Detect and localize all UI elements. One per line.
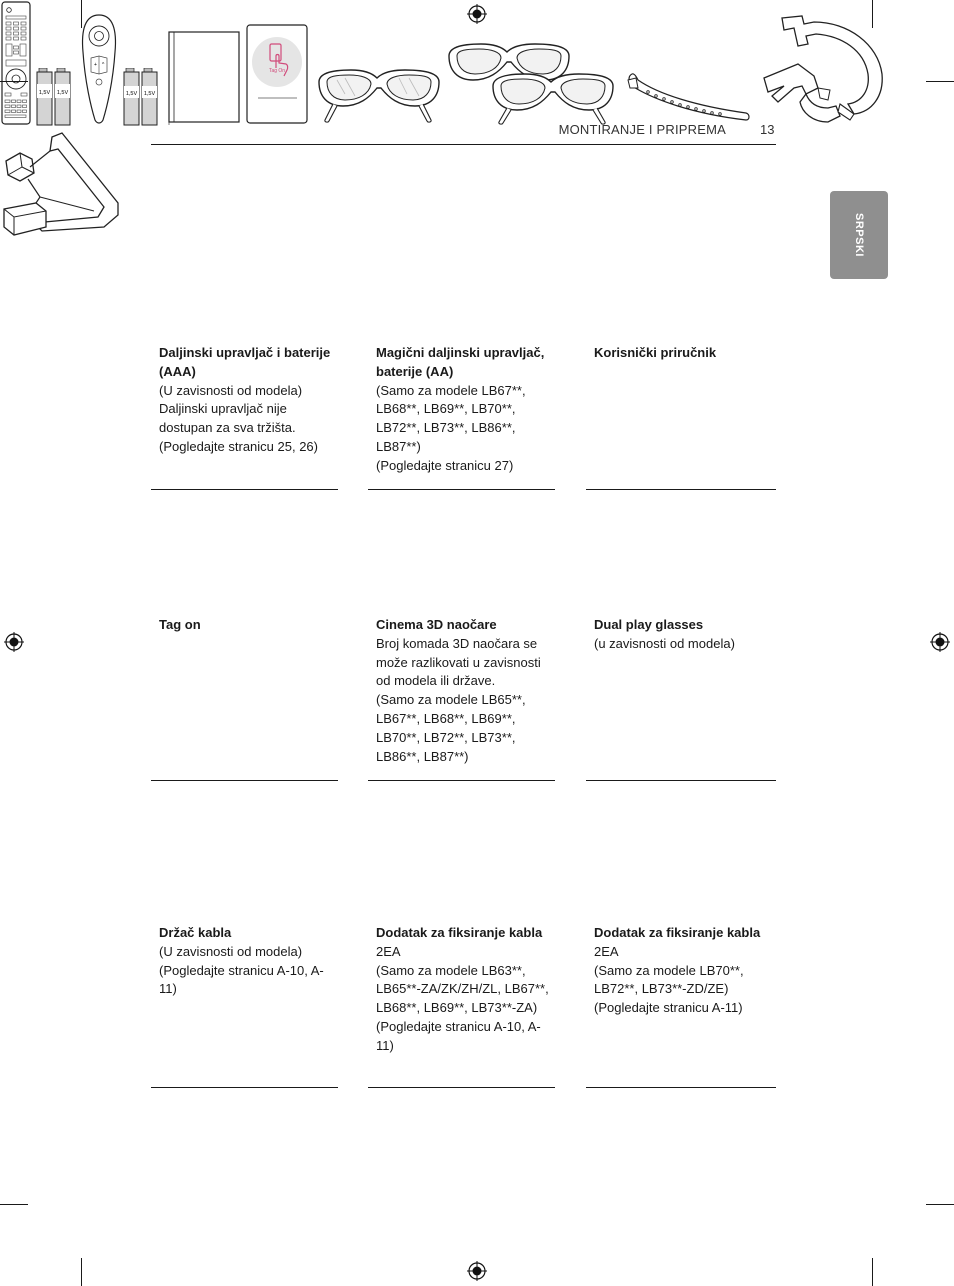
item-title: Korisnički priručnik: [594, 345, 717, 360]
item-title: Dual play glasses: [594, 617, 704, 632]
item-description: 2EA (Samo za modele LB63**, LB65**-ZA/ZK/ZH/ZL, LB67**, LB68**, LB69**, LB73**-ZA) (Pogledajte stranicu A-10, A-11): [376, 943, 549, 1053]
crop-mark: [81, 1258, 82, 1286]
registration-mark-icon: [467, 1261, 487, 1281]
cable-clip-icon: [0, 131, 124, 253]
battery-label: 1,5V: [57, 90, 69, 96]
header-divider: [151, 144, 776, 145]
registration-mark-icon: [467, 4, 487, 24]
item-divider: [151, 1087, 338, 1088]
item-divider: [368, 489, 555, 490]
item-description: (Samo za modele LB67**, LB68**, LB69**, LB70**, LB72**, LB73**, LB86**, LB87**) (Pogledajte stranicu 27): [376, 382, 526, 473]
item-divider: [586, 489, 776, 490]
item-title: Tag on: [159, 617, 201, 632]
battery-label: 1,5V: [126, 91, 138, 97]
battery-icon: [36, 68, 74, 126]
registration-mark-icon: [4, 632, 24, 652]
item-title: Cinema 3D naočare: [376, 617, 497, 632]
item-description: (u zavisnosti od modela): [594, 635, 735, 651]
crop-mark: [0, 81, 28, 82]
svg-text:+: +: [93, 62, 97, 68]
item-description: (U zavisnosti od modela) (Pogledajte stranicu A-10, A-11): [159, 943, 324, 997]
crop-mark: [926, 81, 954, 82]
item-title: Dodatak za fiksiranje kabla: [376, 925, 543, 940]
registration-mark-icon: [930, 632, 950, 652]
item-title: Držač kabla: [159, 925, 232, 940]
item-divider: [151, 780, 338, 781]
item-caption-manual: [594, 344, 774, 363]
manual-booklet-icon: [166, 30, 242, 126]
crop-mark: [0, 1204, 28, 1205]
item-description: (U zavisnosti od modela) Daljinski upravljač nije dostupan za sva tržišta. (Pogledajte stranicu 25, 26): [159, 382, 318, 454]
battery-label: 1,5V: [39, 90, 51, 96]
page-number: 13: [760, 122, 775, 137]
item-divider: [586, 1087, 776, 1088]
crop-mark: [872, 1258, 873, 1286]
item-divider: [586, 780, 776, 781]
item-caption-cable-clip: [376, 924, 554, 1056]
item-divider: [368, 780, 555, 781]
tag-on-sticker-icon: [246, 24, 310, 126]
item-caption-3d-glasses: [376, 616, 554, 766]
item-description: 2EA (Samo za modele LB70**, LB72**, LB73**-ZD/ZE) (Pogledajte stranicu A-11): [594, 943, 744, 1016]
cable-holder-icon: [624, 70, 754, 126]
crop-mark: [926, 1204, 954, 1205]
battery-label: 1,5V: [144, 91, 156, 97]
item-caption-cable-clip-square: [594, 924, 774, 1018]
item-description: Broj komada 3D naočara se može razlikovati u zavisnosti od modela ili države. (Samo za modele LB65**, LB67**, LB68**, LB69**, LB70**, LB72**, LB73**, LB86**, LB87**): [376, 635, 541, 764]
item-caption-dual-play: [594, 616, 774, 654]
tag-on-label: Tag On: [269, 68, 286, 74]
item-caption-magic-remote: [376, 344, 554, 476]
language-tab: [830, 191, 888, 279]
svg-text:^: ^: [101, 62, 105, 68]
dual-play-glasses-icon: [447, 40, 619, 126]
item-divider: [368, 1087, 555, 1088]
section-title: MONTIRANJE I PRIPREMA: [558, 122, 726, 137]
crop-mark: [81, 0, 82, 28]
item-divider: [151, 489, 338, 490]
item-caption-remote: [159, 344, 337, 457]
crop-mark: [872, 0, 873, 28]
language-tab-label: SRPSKI: [853, 213, 865, 257]
battery-icon: [123, 68, 161, 126]
item-title: Daljinski upravljač i baterije (AAA): [159, 345, 331, 379]
3d-glasses-icon: [315, 64, 443, 126]
item-caption-cable-holder: [159, 924, 337, 999]
item-title: Dodatak za fiksiranje kabla: [594, 925, 761, 940]
item-title: Magični daljinski upravljač, baterije (AA): [376, 345, 545, 379]
item-caption-tag-on: [159, 616, 337, 635]
remote-control-icon: [0, 0, 32, 126]
magic-remote-icon: [79, 12, 119, 126]
